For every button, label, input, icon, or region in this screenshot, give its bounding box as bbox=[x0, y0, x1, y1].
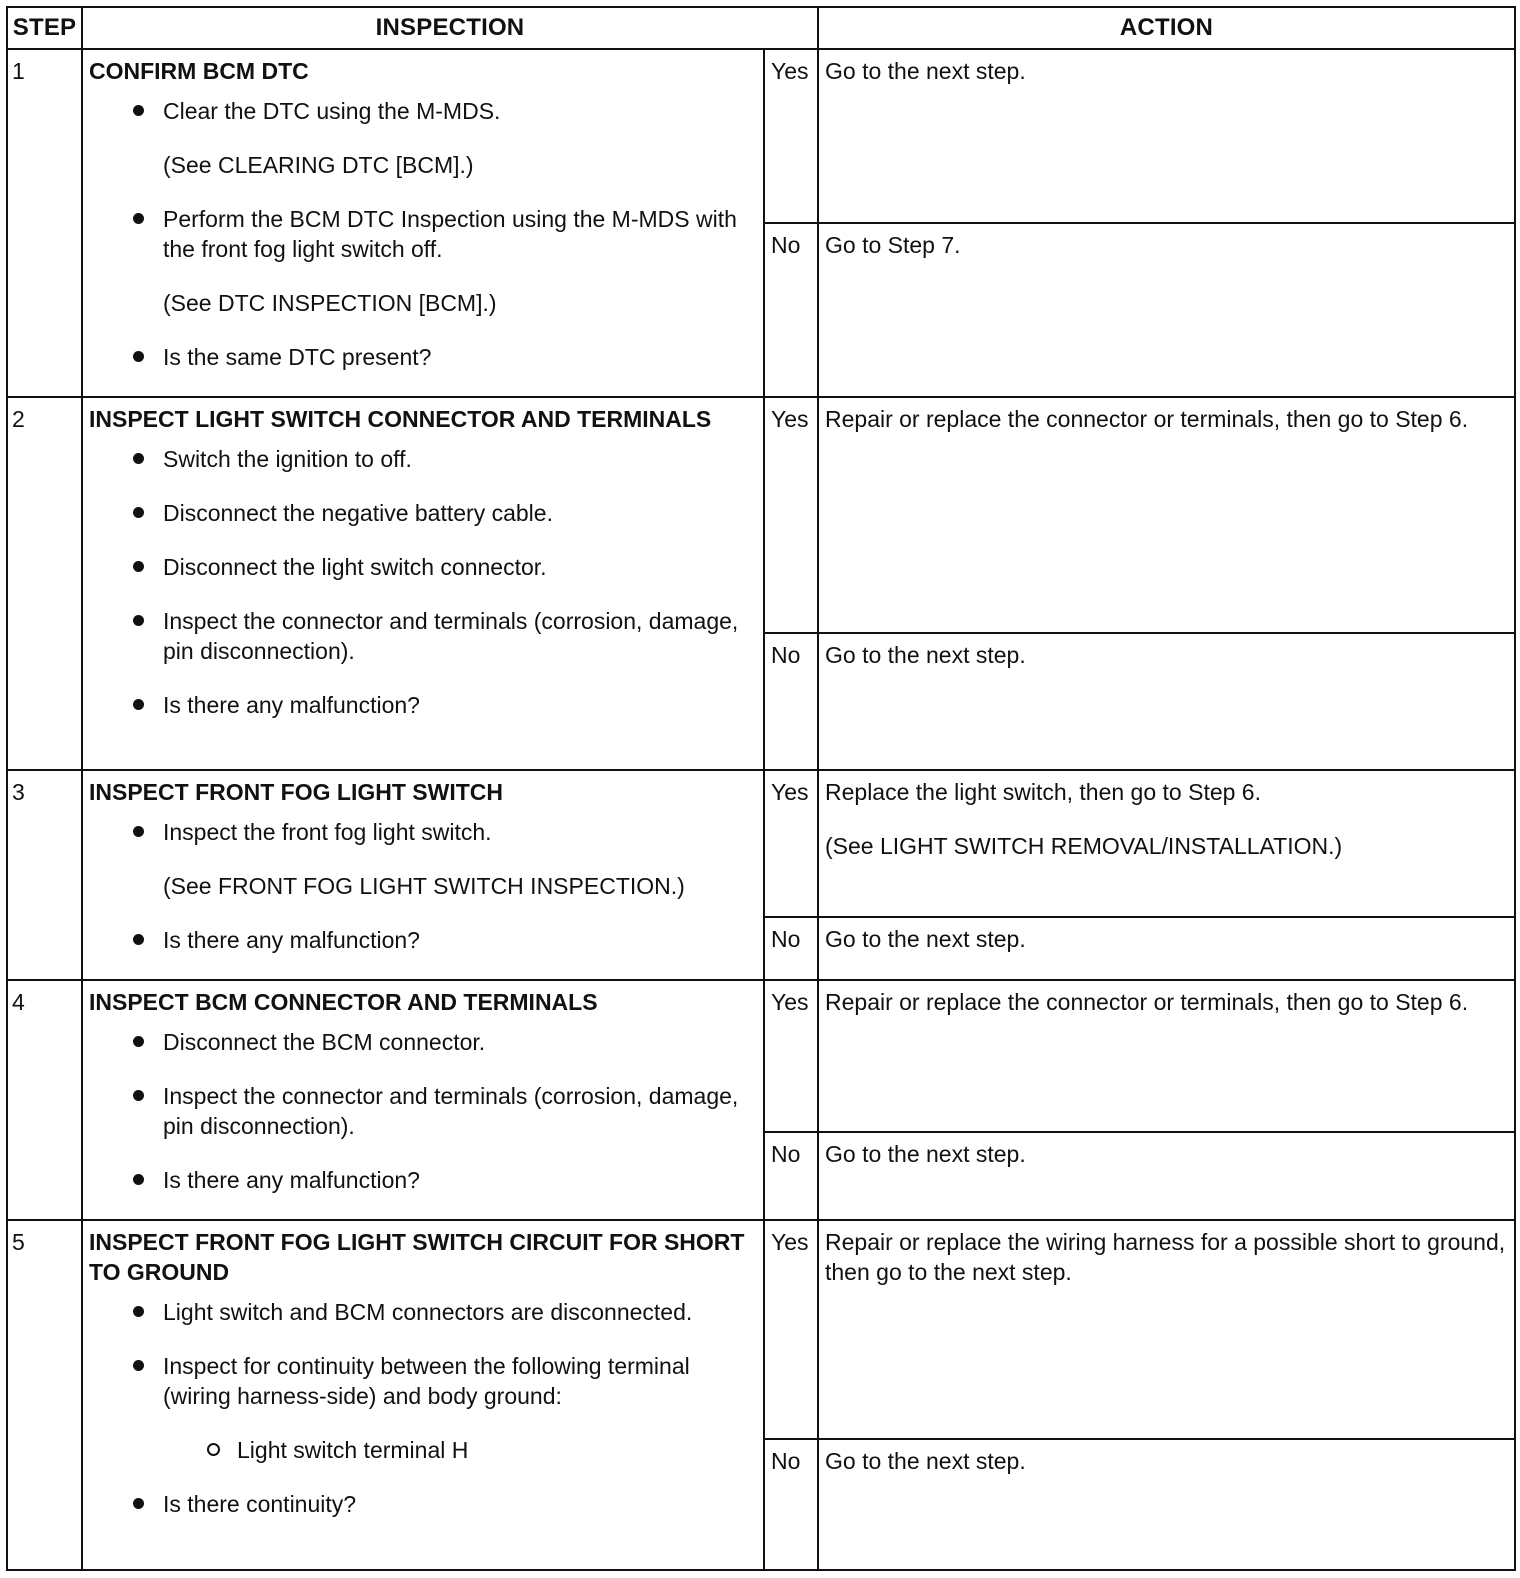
inspection-reference-note: (See FRONT FOG LIGHT SWITCH INSPECTION.) bbox=[163, 873, 685, 899]
step-number: 5 bbox=[7, 1220, 82, 1570]
diagnostic-table bbox=[6, 6, 1516, 1571]
action-text: (See LIGHT SWITCH REMOVAL/INSTALLATION.) bbox=[825, 833, 1343, 859]
yes-action bbox=[818, 980, 1515, 1132]
action-text: Go to the next step. bbox=[825, 1448, 1026, 1474]
step-row-yes bbox=[7, 397, 1515, 633]
inspection-bullet: Is there any malfunction? bbox=[89, 1165, 755, 1195]
inspection-bullet: Disconnect the negative battery cable. bbox=[89, 498, 755, 528]
step-row-yes bbox=[7, 770, 1515, 917]
inspection-bullet: Light switch and BCM connectors are disconnected. bbox=[89, 1297, 755, 1327]
inspection-bullet: Is the same DTC present? bbox=[89, 342, 755, 372]
yes-action bbox=[818, 1220, 1515, 1439]
inspection-cell bbox=[82, 397, 764, 770]
step-row-yes bbox=[7, 49, 1515, 223]
inspection-cell bbox=[82, 980, 764, 1220]
yes-label: Yes bbox=[764, 49, 818, 223]
inspection-bullet: Perform the BCM DTC Inspection using the M-MDS with the front fog light switch off. bbox=[89, 204, 755, 264]
no-action bbox=[818, 633, 1515, 770]
inspection-cell bbox=[82, 49, 764, 397]
yes-action bbox=[818, 397, 1515, 633]
no-label: No bbox=[764, 633, 818, 770]
inspection-bullet: Inspect for continuity between the following terminal (wiring harness-side) and body ground: bbox=[89, 1351, 755, 1411]
no-label: No bbox=[764, 223, 818, 397]
step-number: 4 bbox=[7, 980, 82, 1220]
inspection-bullet: Clear the DTC using the M-MDS. bbox=[89, 96, 755, 126]
action-text: Go to the next step. bbox=[825, 1141, 1026, 1168]
inspection-title: CONFIRM BCM DTC bbox=[89, 58, 309, 84]
no-label: No bbox=[764, 1132, 818, 1220]
yes-action bbox=[818, 770, 1515, 917]
action-text: Go to the next step. bbox=[825, 642, 1026, 668]
inspection-reference-note: (See DTC INSPECTION [BCM].) bbox=[163, 290, 497, 316]
diagnostic-procedure-page bbox=[6, 6, 1514, 1571]
inspection-reference-note: (See CLEARING DTC [BCM].) bbox=[163, 152, 474, 178]
step-row-yes bbox=[7, 1220, 1515, 1439]
yes-label: Yes bbox=[764, 1220, 818, 1439]
action-text: Replace the light switch, then go to Step 6. bbox=[825, 779, 1261, 805]
yes-action bbox=[818, 49, 1515, 223]
action-text: Repair or replace the wiring harness for a possible short to ground, then go to the next step. bbox=[825, 1229, 1506, 1285]
inspection-title: INSPECT LIGHT SWITCH CONNECTOR AND TERMINALS bbox=[89, 406, 712, 432]
action-text: Repair or replace the connector or terminals, then go to Step 6. bbox=[825, 989, 1469, 1015]
inspection-cell bbox=[82, 770, 764, 980]
header-step: STEP bbox=[7, 7, 82, 49]
yes-label: Yes bbox=[764, 770, 818, 917]
inspection-bullet: Inspect the front fog light switch. bbox=[89, 817, 755, 847]
yes-label: Yes bbox=[764, 980, 818, 1132]
inspection-bullet: Disconnect the BCM connector. bbox=[89, 1027, 755, 1057]
action-text: Repair or replace the connector or terminals, then go to Step 6. bbox=[825, 406, 1469, 432]
inspection-bullet: Is there any malfunction? bbox=[89, 690, 755, 720]
step-number: 1 bbox=[7, 49, 82, 397]
no-label: No bbox=[764, 1439, 818, 1570]
action-text: Go to the next step. bbox=[825, 58, 1026, 84]
table-body bbox=[7, 49, 1515, 1570]
inspection-title: INSPECT BCM CONNECTOR AND TERMINALS bbox=[89, 989, 598, 1015]
inspection-bullet: Is there continuity? bbox=[89, 1489, 755, 1519]
inspection-sub-bullet: Light switch terminal H bbox=[89, 1435, 755, 1465]
inspection-cell bbox=[82, 1220, 764, 1570]
header-row bbox=[7, 7, 1515, 49]
inspection-title: INSPECT FRONT FOG LIGHT SWITCH bbox=[89, 779, 503, 805]
inspection-bullet: Inspect the connector and terminals (corrosion, damage, pin disconnection). bbox=[89, 1081, 755, 1141]
step-number: 2 bbox=[7, 397, 82, 770]
action-text: Go to the next step. bbox=[825, 925, 1026, 952]
header-inspection: INSPECTION bbox=[82, 7, 818, 49]
step-row-yes bbox=[7, 980, 1515, 1132]
inspection-title: INSPECT FRONT FOG LIGHT SWITCH CIRCUIT FOR SHORT TO GROUND bbox=[89, 1229, 745, 1285]
inspection-bullet: Disconnect the light switch connector. bbox=[89, 552, 755, 582]
no-action bbox=[818, 1132, 1515, 1220]
no-label: No bbox=[764, 917, 818, 980]
yes-label: Yes bbox=[764, 397, 818, 633]
inspection-bullet: Inspect the connector and terminals (corrosion, damage, pin disconnection). bbox=[89, 606, 755, 666]
no-action bbox=[818, 1439, 1515, 1570]
action-text: Go to Step 7. bbox=[825, 232, 961, 258]
inspection-bullet: Switch the ignition to off. bbox=[89, 444, 755, 474]
step-number: 3 bbox=[7, 770, 82, 980]
no-action bbox=[818, 917, 1515, 980]
header-action: ACTION bbox=[818, 7, 1515, 49]
no-action bbox=[818, 223, 1515, 397]
inspection-bullet: Is there any malfunction? bbox=[89, 925, 755, 955]
